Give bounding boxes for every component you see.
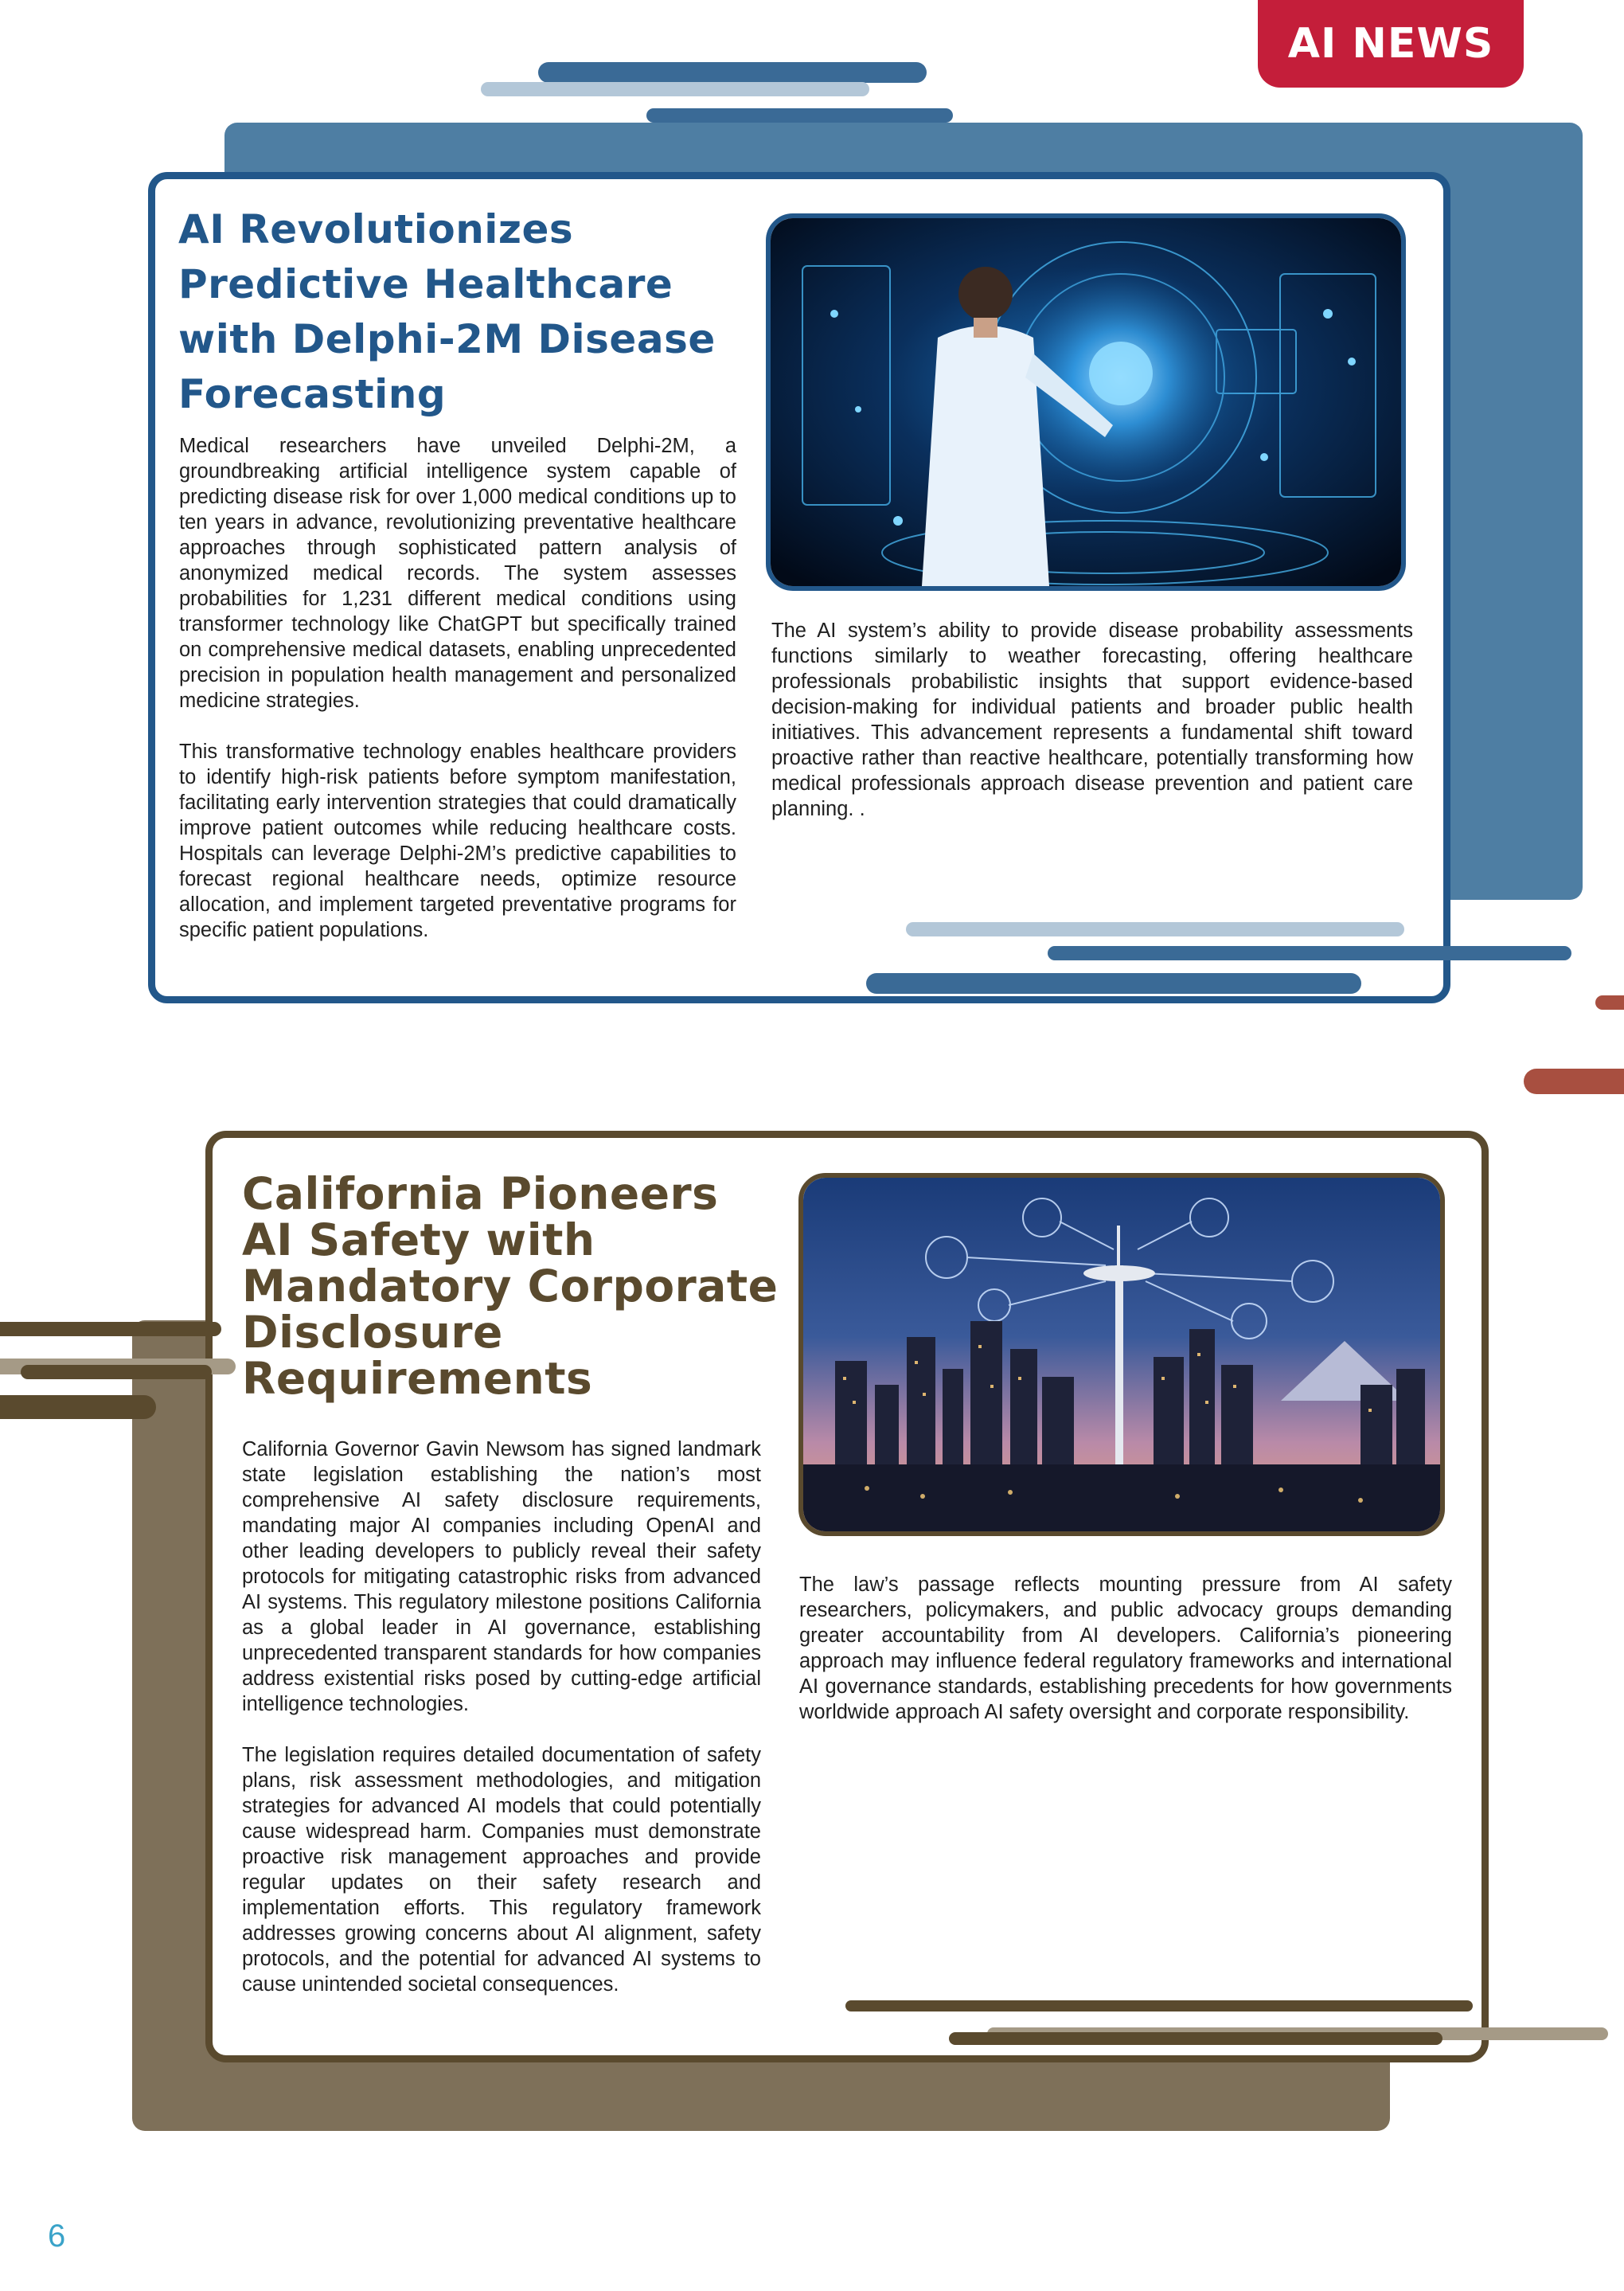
decor-line bbox=[1595, 995, 1624, 1010]
decor-line bbox=[1524, 1069, 1624, 1094]
article1-paragraph: The AI system’s ability to provide disease probability assessments functions similarly to weather forecasting, offering healthcare professionals probabilistic insights that support evidence-based decision-making for individual patients and broader public health initiatives. This advancement represents a fundamental shift toward proactive rather than reactive healthcare, potentially transforming how medical professionals approach disease prevention and patient care planning. . bbox=[771, 620, 1413, 820]
city-skyline-icon bbox=[803, 1178, 1440, 1531]
decor-line bbox=[481, 82, 869, 96]
decor-line bbox=[21, 1365, 212, 1379]
decor-line bbox=[866, 973, 1361, 994]
decor-line bbox=[0, 1395, 156, 1419]
article1-image bbox=[766, 213, 1406, 591]
article2-paragraph: The legislation requires detailed documentation of safety plans, risk assessment methodologies, and mitigation strategies for advanced AI models that could potentially cause widespread harm. Companies must demonstrate proactive risk management approaches and provide regular updates on their safety research and implementation efforts. This regulatory framework addresses growing concerns about AI alignment, safety protocols, and the potential for advanced AI systems to cause unintended societal consequences. bbox=[242, 1744, 761, 1996]
decor-line bbox=[1048, 946, 1571, 960]
decor-line bbox=[845, 2000, 1473, 2011]
article1-paragraph: This transformative technology enables healthcare providers to identify high-risk patients before symptom manifestation, facilitating early intervention strategies that could dramatically improve patient outcomes while reducing healthcare costs. Hospitals can leverage Delphi-2M’s predictive capabilities to forecast regional healthcare needs, optimize resource allocation, and implement targeted preventative programs for specific patient populations. bbox=[179, 741, 736, 941]
article2-paragraph: The law’s passage reflects mounting pressure from AI safety researchers, policymakers, and public advocacy groups demanding greater accountability from AI developers. California’s pioneering approach may influence federal regulatory frameworks and international AI governance standards, establishing precedents for how governments worldwide approach AI safety oversight and corporate responsibility. bbox=[799, 1574, 1452, 1723]
decor-line bbox=[906, 922, 1404, 936]
decor-line bbox=[0, 1322, 221, 1336]
page-number: 6 bbox=[48, 2219, 66, 2254]
decor-line bbox=[538, 62, 927, 83]
article2-title: California Pioneers AI Safety with Mandatory Corporate Disclosure Requirements bbox=[242, 1168, 779, 1404]
scientist-hologram-icon bbox=[771, 218, 1401, 586]
article2-image bbox=[798, 1173, 1445, 1536]
article1-paragraph: Medical researchers have unveiled Delphi-2M, a groundbreaking artificial intelligence system capable of predicting disease risk for over 1,000 medical conditions up to ten years in advance, revolutionizing preventative healthcare approaches through sophisticated pattern analysis of anonymized medical records. The system assesses probabilities for 1,231 different medical conditions using transformer technology like ChatGPT but specifically trained on comprehensive medical datasets, enabling unprecedented precision in population health management and personalized medicine strategies. bbox=[179, 435, 736, 712]
section-tag: AI NEWS bbox=[1258, 0, 1524, 88]
article1-title: AI Revolutionizes Predictive Healthcare with Delphi-2M Disease Forecasting bbox=[178, 206, 716, 417]
decor-line bbox=[949, 2032, 1442, 2045]
article2-paragraph: California Governor Gavin Newsom has signed landmark state legislation establishing the nation’s most comprehensive AI safety disclosure requirements, mandating major AI companies including OpenAI and other leading developers to publicly reveal their safety protocols for mitigating catastrophic risks from advanced AI systems. This regulatory milestone positions California as a global leader in AI governance, establishing unprecedented transparent standards for how companies address existential risks posed by cutting-edge artificial intelligence technologies. bbox=[242, 1438, 761, 1715]
decor-line bbox=[646, 108, 953, 123]
